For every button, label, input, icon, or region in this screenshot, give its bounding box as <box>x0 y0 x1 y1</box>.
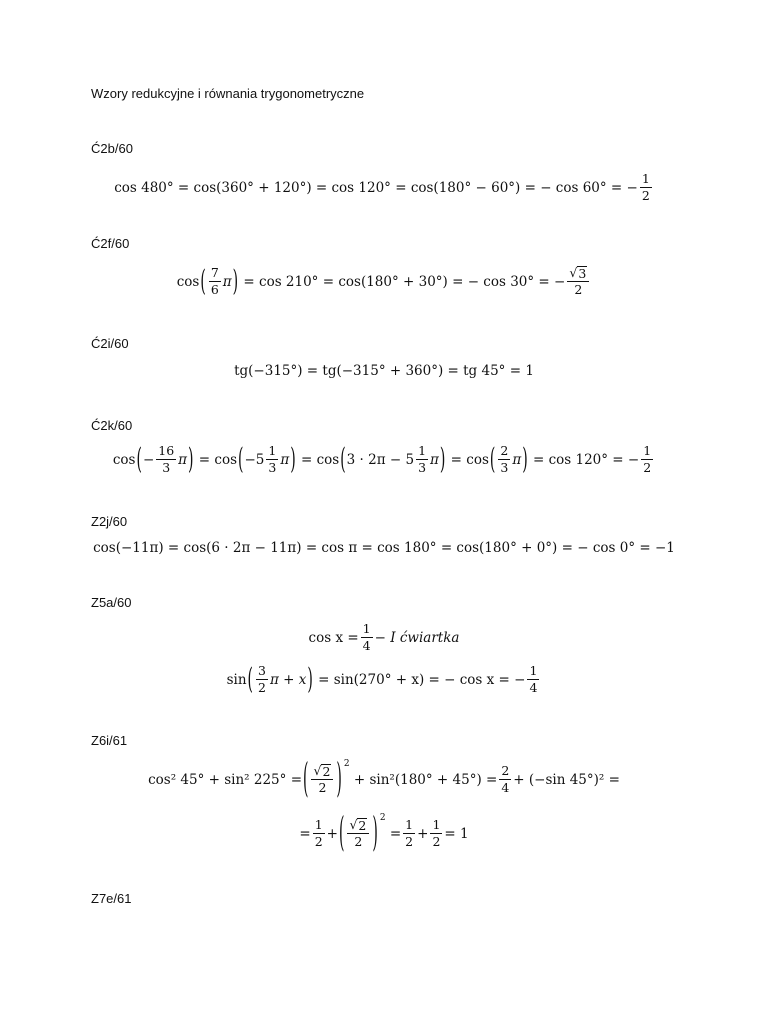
pi-symbol: π <box>280 451 290 468</box>
equation-text: = cos 210° = cos(180° + 30°) = − cos 30° = − <box>239 273 566 290</box>
exponent: 2 <box>379 812 386 823</box>
fraction-numerator: 3 <box>258 663 266 678</box>
exercise-label-c2k: Ć2k/60 <box>91 418 133 433</box>
pi-symbol: π <box>512 451 522 468</box>
fraction-denominator: 3 <box>500 460 509 475</box>
fraction <box>311 764 333 795</box>
exponent: 2 <box>343 758 350 769</box>
fraction <box>361 622 373 653</box>
fraction-denominator: 4 <box>501 780 510 795</box>
equation-text: + (−sin 45°)² = <box>513 771 620 788</box>
left-paren: ( <box>489 442 496 477</box>
exercise-label-c2i: Ć2i/60 <box>91 336 129 351</box>
equation-text: cos(−11π) = cos(6 · 2π − 11π) = cos π = cos 180° = cos(180° + 0°) = − cos 0° = −1 <box>93 540 675 556</box>
plus-sign: + <box>417 825 429 842</box>
left-paren: ( <box>247 662 254 697</box>
equation-text: = <box>299 825 311 842</box>
equation-text: cos x = <box>308 629 359 646</box>
equation-text: = cos <box>446 451 489 468</box>
exercise-label-z2j: Z2j/60 <box>91 514 128 529</box>
fraction-numerator: 1 <box>314 817 323 832</box>
fraction-numerator: 1 <box>268 443 277 458</box>
equation-text: = cos 120° = − <box>528 451 640 468</box>
pi-symbol: π <box>430 451 439 468</box>
fraction <box>430 818 442 849</box>
right-paren: ) <box>188 442 194 477</box>
fraction-denominator: 2 <box>405 834 414 849</box>
fraction <box>641 444 653 475</box>
fraction <box>209 266 221 297</box>
fraction <box>640 172 652 203</box>
exercise-label-c2f: Ć2f/60 <box>91 236 130 251</box>
left-paren: ( <box>303 756 309 803</box>
fraction-denominator: 3 <box>418 460 427 475</box>
fraction <box>416 444 428 475</box>
fraction-denominator: 2 <box>258 680 266 695</box>
fraction-denominator: 3 <box>162 460 171 475</box>
fraction-numerator <box>311 764 333 780</box>
equation-c2b <box>0 172 768 203</box>
fraction-denominator: 2 <box>318 780 327 795</box>
fraction <box>313 818 325 849</box>
left-paren: ( <box>340 442 346 477</box>
fraction-numerator: 7 <box>210 265 219 280</box>
equation-z6i-line1 <box>0 756 768 803</box>
fraction-denominator: 4 <box>529 680 538 695</box>
fraction-numerator: 1 <box>405 817 414 832</box>
equation-z6i-line2 <box>0 810 768 857</box>
right-paren: ) <box>232 264 239 299</box>
fraction-denominator: 2 <box>643 460 652 475</box>
fraction-denominator: 2 <box>432 834 441 849</box>
right-paren: ) <box>336 756 342 803</box>
fraction-numerator <box>567 266 589 282</box>
fraction <box>266 444 278 475</box>
minus-sign: − <box>142 451 155 468</box>
fraction-numerator: 16 <box>158 443 175 458</box>
right-paren: ) <box>522 442 528 477</box>
equation-text: = cos <box>296 451 340 468</box>
equation-z5a-line1 <box>0 622 768 653</box>
left-paren: ( <box>238 442 244 477</box>
fraction-numerator: 1 <box>529 663 538 678</box>
equation-text: cos² 45° + sin² 225° = <box>148 771 302 788</box>
right-paren: ) <box>372 810 378 857</box>
fraction-numerator <box>347 818 369 834</box>
radicand: 2 <box>322 764 331 779</box>
equation-text: −5 <box>244 451 265 468</box>
equation-text: = 1 <box>444 825 469 842</box>
fraction <box>498 444 510 475</box>
fraction <box>347 818 369 849</box>
square-root: √ 2 <box>313 763 331 779</box>
fraction-numerator: 1 <box>432 817 441 832</box>
radicand: 3 <box>578 266 587 281</box>
fraction <box>156 444 176 475</box>
fraction <box>403 818 415 849</box>
fraction <box>256 664 268 695</box>
equation-text: tg(−315°) = tg(−315° + 360°) = tg 45° = 1 <box>234 363 534 379</box>
equation-text: cos <box>112 451 136 468</box>
pi-symbol: π <box>178 451 188 468</box>
equation-text: 3 · 2π − 5 <box>346 451 415 468</box>
fraction-denominator: 3 <box>268 460 277 475</box>
right-paren: ) <box>307 662 313 697</box>
fraction-denominator: 2 <box>314 834 323 849</box>
equation-text: = cos <box>194 451 238 468</box>
equation-text: = sin(270° + x) = − cos x = − <box>313 671 526 688</box>
equation-z2j <box>0 540 768 556</box>
fraction-numerator: 2 <box>501 763 510 778</box>
equation-text: sin <box>226 671 247 688</box>
fraction-denominator: 4 <box>362 638 371 653</box>
fraction-numerator: 1 <box>418 443 427 458</box>
equation-text: = <box>385 825 402 842</box>
pi-symbol: π <box>222 273 232 290</box>
equation-text: − I ćwiartka <box>374 629 460 646</box>
radicand: 2 <box>358 818 367 833</box>
exercise-label-c2b: Ć2b/60 <box>91 141 133 156</box>
equation-text: cos <box>176 273 200 290</box>
fraction-denominator: 2 <box>354 834 363 849</box>
fraction-denominator: 6 <box>210 282 219 297</box>
fraction-numerator: 1 <box>362 621 371 636</box>
fraction <box>527 664 539 695</box>
fraction-denominator: 2 <box>641 188 650 203</box>
equation-text: cos 480° = cos(360° + 120°) = cos 120° = cos(180° − 60°) = − cos 60° = − <box>114 179 638 196</box>
document-title: Wzory redukcyjne i równania trygonometryczne <box>91 86 365 101</box>
fraction <box>499 764 511 795</box>
equation-c2i <box>0 363 768 379</box>
left-paren: ( <box>200 264 206 299</box>
right-paren: ) <box>439 442 446 477</box>
fraction-numerator: 1 <box>641 171 650 186</box>
exercise-label-z6i: Z6i/61 <box>91 733 128 748</box>
fraction-numerator: 1 <box>643 443 652 458</box>
equation-z5a-line2 <box>0 664 768 695</box>
square-root: √ 3 <box>569 265 587 281</box>
right-paren: ) <box>290 442 296 477</box>
square-root: √ 2 <box>349 817 367 833</box>
equation-c2k <box>0 444 768 475</box>
equation-text: + sin²(180° + 45°) = <box>349 771 498 788</box>
equation-text: π + x <box>269 671 307 688</box>
fraction-numerator: 2 <box>500 443 509 458</box>
left-paren: ( <box>136 442 142 477</box>
left-paren: ( <box>338 810 345 857</box>
fraction-denominator: 2 <box>574 282 583 297</box>
plus-sign: + <box>326 825 338 842</box>
equation-c2f <box>0 266 768 297</box>
exercise-label-z5a: Z5a/60 <box>91 595 132 610</box>
fraction <box>567 266 589 297</box>
exercise-label-z7e: Z7e/61 <box>91 891 132 906</box>
